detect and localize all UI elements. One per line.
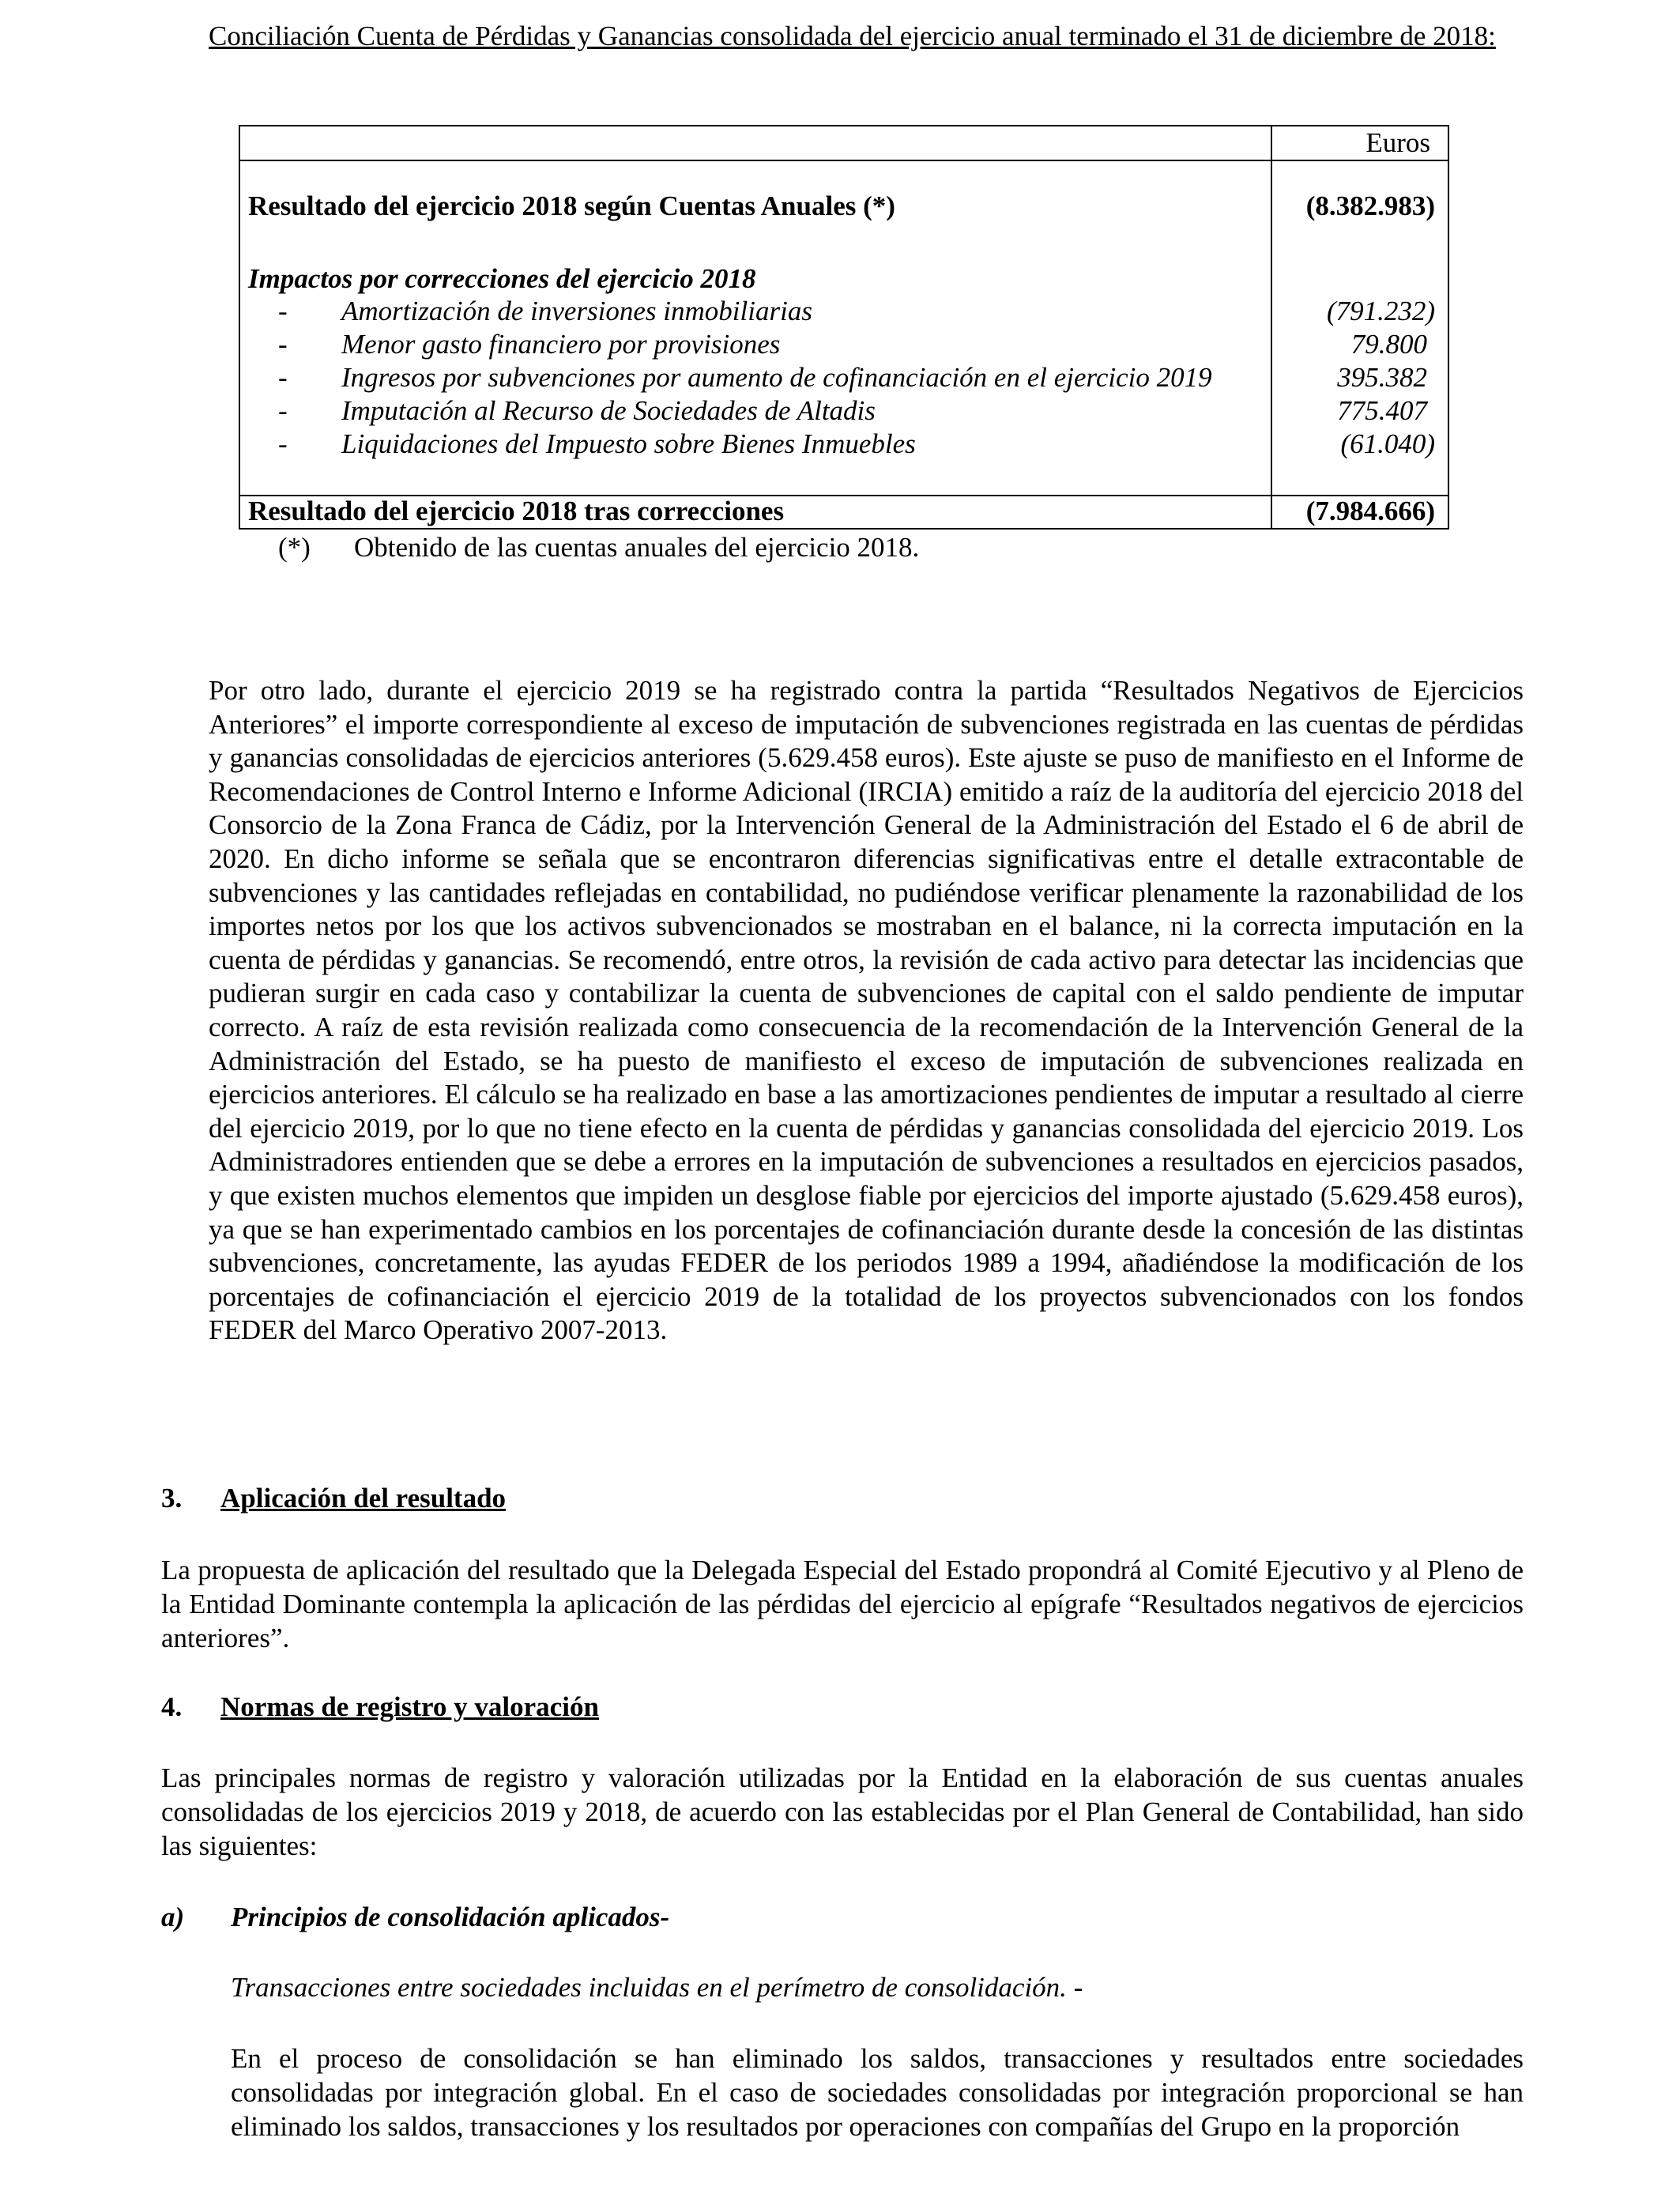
footnote-mark: (*): [278, 532, 311, 563]
final-result-label: Resultado del ejercicio 2018 tras correcciones: [248, 496, 785, 526]
impacts-heading: Impactos por correcciones del ejercicio 2018: [248, 263, 756, 294]
reconciliation-table: [239, 125, 1449, 530]
table-column-divider: [1271, 126, 1272, 528]
section-number: 3.: [161, 1483, 183, 1514]
item-value: 79.800: [1350, 329, 1427, 360]
table-header-divider: [240, 160, 1448, 161]
table-row: - Ingresos por subvenciones por aumento de cofinanciación en el ejercicio 2019: [278, 362, 1212, 393]
table-row: - Menor gasto financiero por provisiones: [278, 329, 781, 360]
currency-header: Euros: [1365, 127, 1430, 158]
item-label: Liquidaciones del Impuesto sobre Bienes Inmuebles: [341, 428, 916, 459]
subsection-letter: a): [161, 1902, 185, 1932]
section-title: Aplicación del resultado: [220, 1483, 507, 1514]
item-value: 775.407: [1337, 395, 1427, 426]
intro-heading: Conciliación Cuenta de Pérdidas y Ganancias consolidada del ejercicio anual terminado el 31 de diciembre de 2018:: [209, 21, 1496, 51]
table-row: - Liquidaciones del Impuesto sobre Bienes Inmuebles: [278, 428, 916, 459]
section-paragraph: Las principales normas de registro y valoración utilizadas por la Entidad en la elaboración de sus cuentas anuales consolidadas de los ejercicios 2019 y 2018, de acuerdo con las establecidas por el Plan General de Contabilidad, han sido las siguientes:: [161, 1762, 1524, 1861]
subsection-paragraph: En el proceso de consolidación se han eliminado los saldos, transacciones y resultados entre sociedades consolidadas por integración global. En el caso de sociedades consolidadas por integración proporcional se han eliminado los saldos, transacciones y los resultados por operaciones con compañías del Grupo en la proporción: [231, 2043, 1524, 2142]
table-row: - Imputación al Recurso de Sociedades de Altadis: [278, 395, 876, 426]
result-label: Resultado del ejercicio 2018 según Cuentas Anuales (*): [248, 190, 895, 221]
item-label: Imputación al Recurso de Sociedades de Altadis: [341, 395, 876, 426]
table-row: - Amortización de inversiones inmobiliarias: [278, 296, 812, 326]
table-footnote: [278, 531, 920, 564]
item-label: Menor gasto financiero por provisiones: [341, 329, 781, 360]
body-paragraph: Por otro lado, durante el ejercicio 2019 se ha registrado contra la partida “Resultados Negativos de Ejercicios Anteriores” el importe correspondiente al exceso de imputación de subvenciones registrada en las cuentas de pérdidas y ganancias consolidadas de ejercicios anteriores (5.629.458 euros). Este ajuste se puso de manifiesto en el Informe de Recomendaciones de Control Interno e Informe Adicional (IRCIA) emitido a raíz de la auditoría del ejercicio 2018 del Consorcio de la Zona Franca de Cádiz, por la Intervención General de la Administración del Estado el 6 de abril de 2020. En dicho informe se señala que se encontraron diferencias significativas entre el detalle extracontable de subvenciones y las cantidades reflejadas en contabilidad, no pudiéndose verificar plenamente la razonabilidad de los importes netos por los que los activos subvencionados se mostraban en el balance, ni la correcta imputación en la cuenta de pérdidas y ganancias. Se recomendó, entre otros, la revisión de cada activo para detectar las incidencias que pudieran surgir en cada caso y contabilizar la cuenta de subvenciones de capital con el saldo pendiente de imputar correcto. A raíz de esta revisión realizada como consecuencia de la recomendación de la Intervención General de la Administración del Estado, se ha puesto de manifiesto el exceso de imputación de subvenciones realizada en ejercicios anteriores. El cálculo se ha realizado en base a las amortizaciones pendientes de imputar a resultado al cierre del ejercicio 2019, por lo que no tiene efecto en la cuenta de pérdidas y ganancias consolidada del ejercicio 2019. Los Administradores entienden que se debe a errores en la imputación de subvenciones a resultados en ejercicios pasados, y que existen muchos elementos que impiden un desglose fiable por ejercicios del importe ajustado (5.629.458 euros), ya que se han experimentado cambios en los porcentajes de cofinanciación durante desde la concesión de las distintas subvenciones, concretamente, las ayudas FEDER de los periodos 1989 a 1994, añadiéndose la modificación de los porcentajes de cofinanciación el ejercicio 2019 de la totalidad de los proyectos subvencionados con los fondos FEDER del Marco Operativo 2007-2013.: [209, 675, 1524, 1346]
item-value: 395.382: [1337, 362, 1427, 393]
section-title: Normas de registro y valoración: [220, 1691, 599, 1722]
section-number: 4.: [161, 1691, 183, 1722]
item-value: (61.040): [1340, 428, 1435, 459]
item-label: Ingresos por subvenciones por aumento de cofinanciación en el ejercicio 2019: [341, 362, 1212, 393]
final-result-value: (7.984.666): [1305, 496, 1435, 526]
section-paragraph: La propuesta de aplicación del resultado que la Delegada Especial del Estado propondrá al Comité Ejecutivo y al Pleno de la Entidad Dominante contempla la aplicación de las pérdidas del ejercicio al epígrafe “Resultados negativos de ejercicios anteriores”.: [161, 1555, 1524, 1653]
item-label: Amortización de inversiones inmobiliarias: [341, 296, 812, 326]
subsection-title: Principios de consolidación aplicados-: [231, 1902, 670, 1932]
footnote-text: Obtenido de las cuentas anuales del ejercicio 2018.: [354, 532, 920, 563]
item-value: (791.232): [1326, 296, 1435, 326]
result-value: (8.382.983): [1305, 190, 1435, 221]
subsection-subtitle: Transacciones entre sociedades incluidas en el perímetro de consolidación. -: [231, 1972, 1083, 2003]
